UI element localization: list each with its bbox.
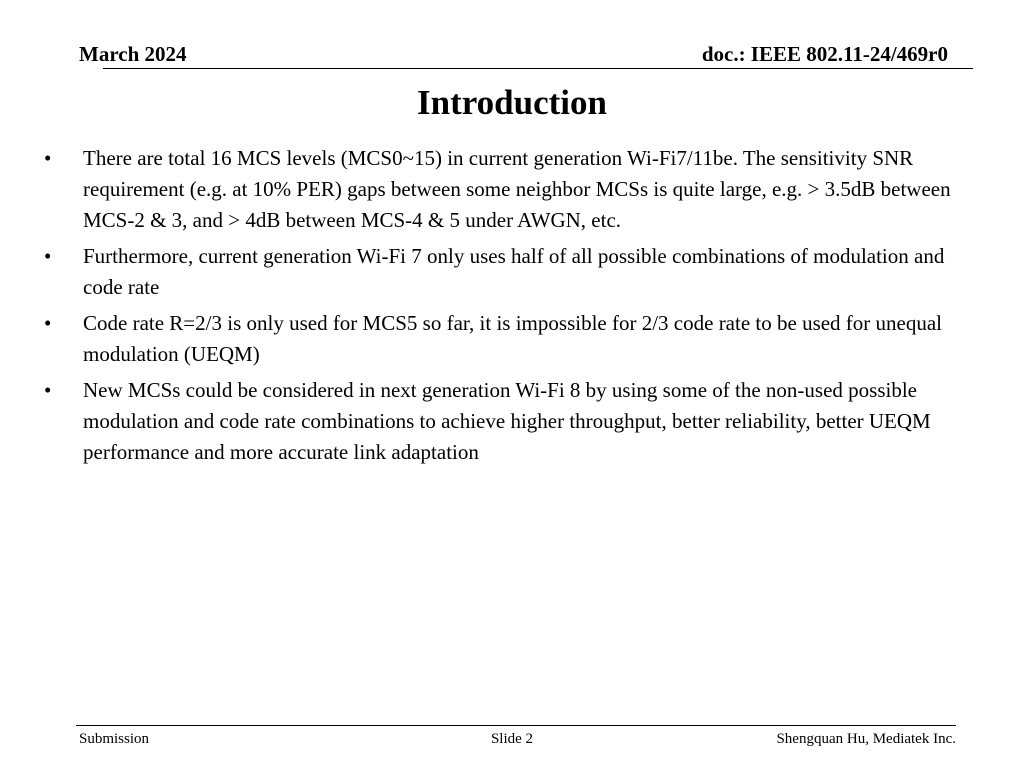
footer-author: Shengquan Hu, Mediatek Inc. <box>776 731 956 747</box>
bullet-item-4 <box>40 375 980 468</box>
bullet-marker-icon: • <box>44 244 52 268</box>
footer-slide-number: Slide 2 <box>490 731 534 747</box>
header-date: March 2024 <box>79 42 187 66</box>
bullet-text-1: There are total 16 MCS levels (MCS0~15) in current generation Wi-Fi7/11be. The sensitivity SNR requirement (e.g. at 10% PER) gaps between some neighbor MCSs is quite large, e.g. > 3.5dB between MCS-2 & 3, and > 4dB between MCS-4 & 5 under AWGN, etc. <box>83 146 951 232</box>
footer-submission: Submission <box>79 731 150 747</box>
bullet-list <box>40 143 980 473</box>
bullet-item-1 <box>40 143 980 236</box>
bullet-text-4: New MCSs could be considered in next generation Wi-Fi 8 by using some of the non-used possible modulation and code rate combinations to achieve higher throughput, better reliability, better UEQM performance and more accurate link adaptation <box>83 378 931 464</box>
bullet-text-2: Furthermore, current generation Wi-Fi 7 only uses half of all possible combinations of modulation and code rate <box>83 244 945 299</box>
slide-title: Introduction <box>417 83 607 122</box>
bullet-marker-icon: • <box>44 146 52 170</box>
bullet-marker-icon: • <box>44 378 52 402</box>
header-doc-id: doc.: IEEE 802.11-24/469r0 <box>701 42 948 66</box>
bullet-item-2 <box>40 241 980 303</box>
bullet-marker-icon: • <box>44 311 52 335</box>
bullet-item-3 <box>40 308 980 370</box>
header-divider <box>103 68 973 69</box>
footer-divider <box>76 725 956 726</box>
bullet-text-3: Code rate R=2/3 is only used for MCS5 so far, it is impossible for 2/3 code rate to be used for unequal modulation (UEQM) <box>83 311 943 366</box>
